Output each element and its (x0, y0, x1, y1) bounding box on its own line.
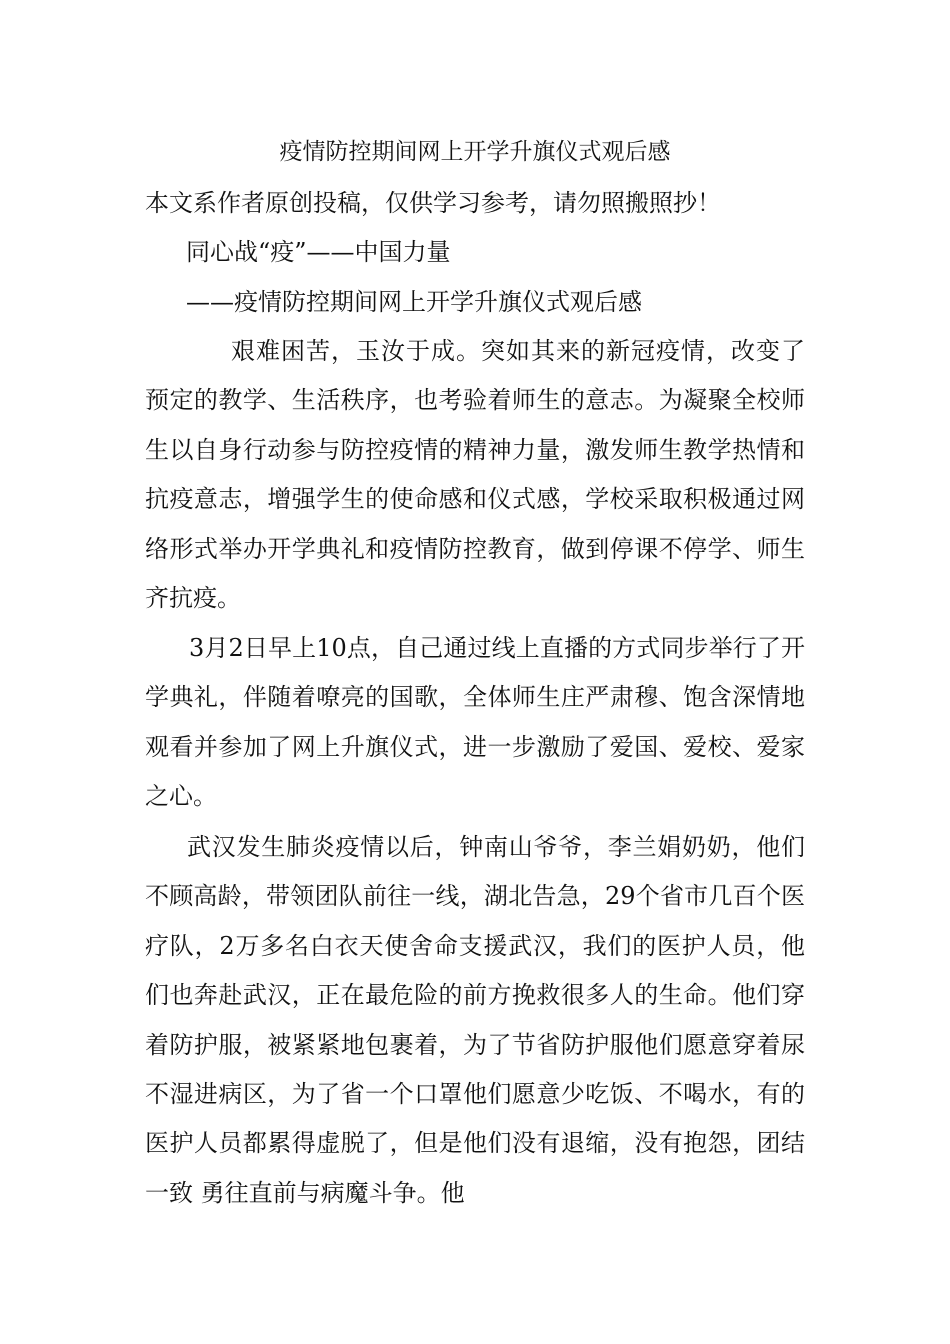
paragraph-3: 武汉发生肺炎疫情以后，钟南山爷爷，李兰娟奶奶，他们不顾高龄，带领团队前往一线，湖北告急，29个省市几百个医疗队，2万多名白衣天使舍命支援武汉，我们的医护人员，他们也奔赴武汉，正在最危险的前方挽救很多人的生命。他们穿着防护服，被紧紧地包裹着，为了节省防护服他们愿意穿着尿不湿进病区，为了省一个口罩他们愿意少吃饭、不喝水，有的医护人员都累得虚脱了，但是他们没有退缩，没有抱怨，团结一致 勇往直前与病魔斗争。他 (145, 833, 805, 1207)
document-title: 疫情防控期间网上开学升旗仪式观后感 (279, 139, 671, 165)
article-subheading: ——疫情防控期间网上开学升旗仪式观后感 (186, 288, 642, 316)
article-heading: 同心战“疫”——中国力量 (186, 238, 451, 266)
paragraph-1: 艰难困苦，玉汝于成。突如其来的新冠疫情，改变了预定的教学、生活秩序，也考验着师生的意志。为凝聚全校师生以自身行动参与防控疫情的精神力量，激发师生教学热情和抗疫意志，增强学生的使命感和仪式感，学校采取积极通过网络形式举办开学典礼和疫情防控教育，做到停课不停学、师生齐抗疫。 (145, 337, 805, 613)
paragraph-2: 3月2日早上10点，自己通过线上直播的方式同步举行了开学典礼，伴随着嘹亮的国歌，全体师生庄严肃穆、饱含深情地观看并参加了网上升旗仪式，进一步激励了爱国、爱校、爱家之心。 (145, 634, 805, 811)
copyright-notice: 本文系作者原创投稿，仅供学习参考，请勿照搬照抄！ (145, 189, 721, 217)
